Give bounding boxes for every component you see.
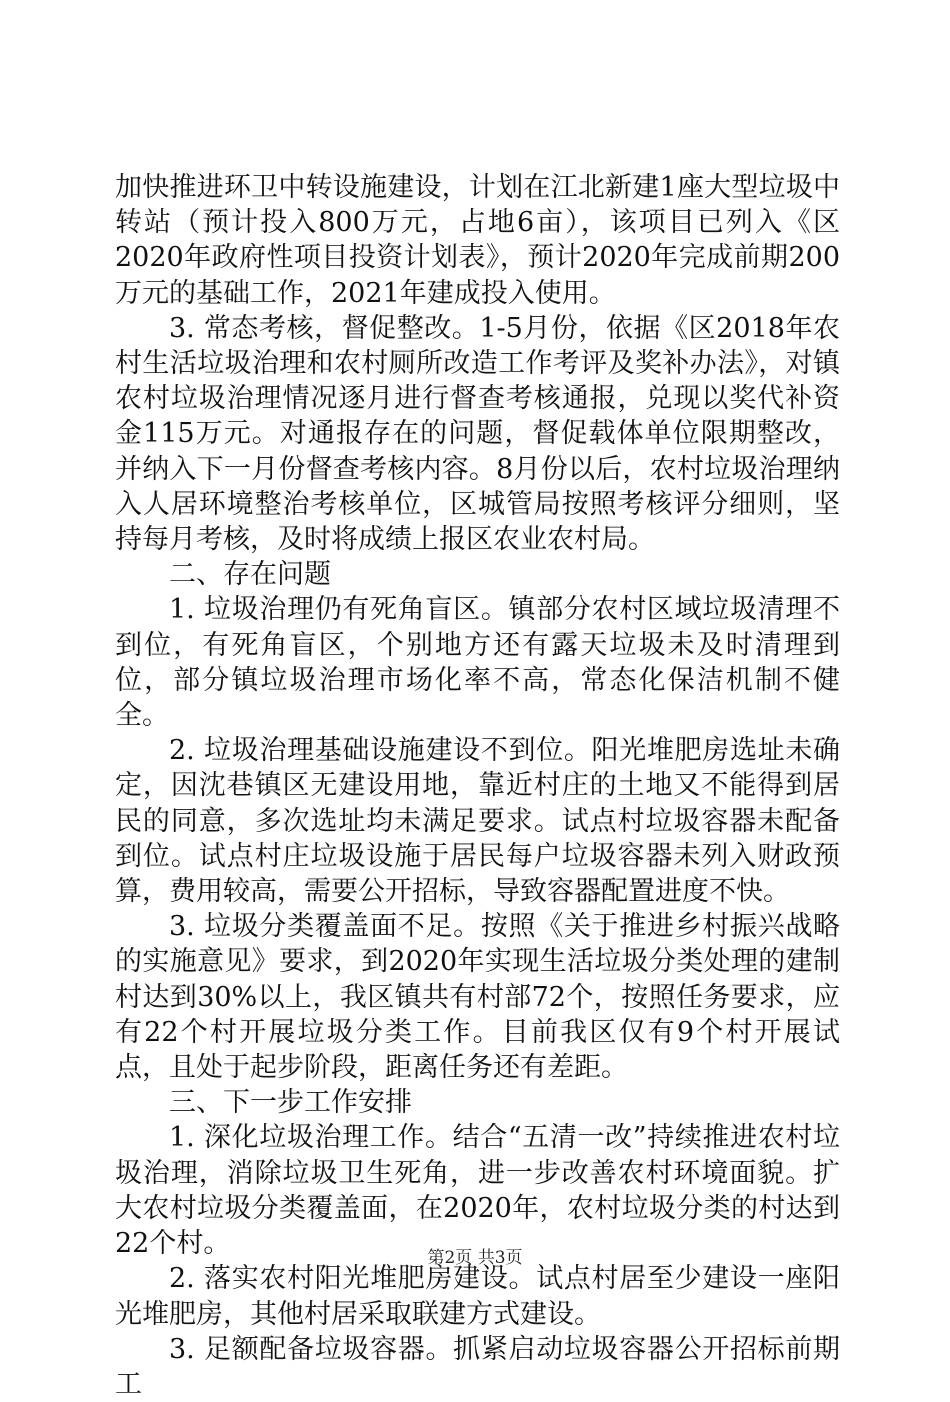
paragraph-transfer-station: 加快推进环卫中转设施建设，计划在江北新建1座大型垃圾中转站（预计投入800万元，占地6亩），该项目已列入《区2020年政府性项目投资计划表》，预计2020年完成前期200万元的基础工作，2021年建成投入使用。 — [115, 172, 840, 309]
paragraph-problem-3: 3. 垃圾分类覆盖面不足。按照《关于推进乡村振兴战略的实施意见》要求，到2020年实现生活垃圾分类处理的建制村达到30%以上，我区镇共有村部72个，按照任务要求，应有22个村开展垃圾分类工作。目前我区仅有9个村开展试点，且处于起步阶段，距离任务还有差距。 — [115, 911, 840, 1084]
heading-existing-problems: 二、存在问题 — [169, 559, 331, 591]
page-number-footer: 第2页 共3页 — [427, 1248, 523, 1268]
paragraph-problem-1: 1. 垃圾治理仍有死角盲区。镇部分农村区域垃圾清理不到位，有死角盲区，个别地方还有露天垃圾未及时清理到位，部分镇垃圾治理市场化率不高，常态化保洁机制不健全。 — [115, 594, 840, 732]
paragraph-step-3: 3. 足额配备垃圾容器。抓紧启动垃圾容器公开招标前期工 — [115, 1333, 840, 1400]
paragraph-regular-assessment: 3. 常态考核，督促整改。1-5月份，依据《区2018年农村生活垃圾治理和农村厕所改造工作考评及奖补办法》，对镇农村垃圾治理情况逐月进行督查考核通报，兑现以奖代补资金115万元。对通报存在的问题，督促载体单位限期整改，并纳入下一月份督查考核内容。8月份以后，农村垃圾治理纳入人居环境整治考核单位，区城管局按照考核评分细则，坚持每月考核，及时将成绩上报区农业农村局。 — [115, 312, 840, 556]
paragraph-problem-2: 2. 垃圾治理基础设施建设不到位。阳光堆肥房选址未确定，因沈巷镇区无建设用地，靠近村庄的土地又不能得到居民的同意，多次选址均未满足要求。试点村垃圾容器未配备到位。试点村庄垃圾设施于居民每户垃圾容器未列入财政预算，费用较高，需要公开招标，导致容器配置进度不快。 — [115, 735, 840, 908]
document-body — [115, 170, 840, 1402]
heading-next-steps: 三、下一步工作安排 — [169, 1087, 412, 1119]
paragraph-step-1: 1. 深化垃圾治理工作。结合“五清一改”持续推进农村垃圾治理，消除垃圾卫生死角，进一步改善农村环境面貌。扩大农村垃圾分类覆盖面，在2020年，农村垃圾分类的村达到22个村。 — [115, 1122, 840, 1260]
paragraph-step-2: 2. 落实农村阳光堆肥房建设。试点村居至少建设一座阳光堆肥房，其他村居采取联建方式建设。 — [115, 1263, 840, 1330]
